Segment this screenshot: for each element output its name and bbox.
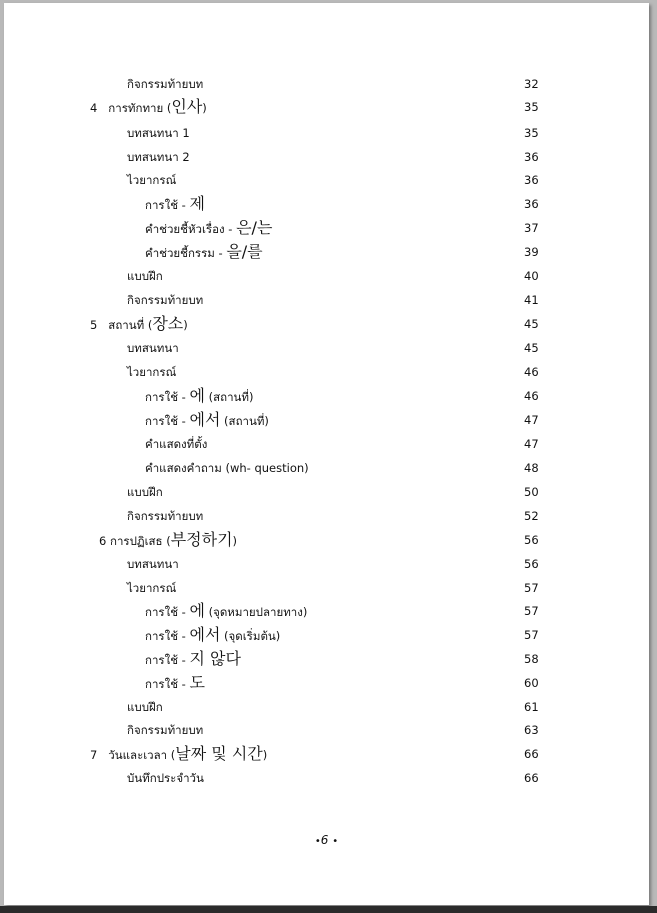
toc-entry-title: บทสนทนา [127,557,179,571]
toc-chapter-title: 4 การทักทาย (인사) [90,97,207,116]
toc-page-number: 57 [524,628,539,642]
toc-entry-title: คำช่วยชี้กรรม - 을/를 [145,242,263,261]
toc-chapter-7 [4,743,649,765]
toc-page-number: 35 [524,100,539,114]
toc-entry [4,696,649,718]
toc-page-number: 60 [524,676,539,690]
toc-page-number: 41 [524,293,539,307]
toc-subentry [4,193,649,215]
toc-entry-title: การใช้ - 에서 (สถานที่) [145,410,269,429]
toc-chapter-6 [4,529,649,551]
toc-page-number: 45 [524,317,539,331]
toc-entry-title: คำช่วยชี้หัวเรื่อง - 은/는 [145,218,273,237]
toc-chapter-title: 5 สถานที่ (장소) [90,314,188,333]
viewer-bottom-bar [0,906,657,913]
toc-page-number: 36 [524,197,539,211]
toc-page-number: 66 [524,771,539,785]
toc-chapter-5 [4,313,649,335]
toc-page-number: 47 [524,413,539,427]
toc-entry [4,361,649,383]
toc-chapter-4 [4,96,649,118]
toc-page-number: 46 [524,365,539,379]
toc-entry [4,265,649,287]
toc-entry [4,577,649,599]
toc-entry [4,553,649,575]
toc-entry-title: การใช้ - 에 (สถานที่) [145,386,254,405]
toc-subentry [4,433,649,455]
toc-entry [4,505,649,527]
toc-page-number: 47 [524,437,539,451]
toc-page-number: 32 [524,77,539,91]
toc-subentry [4,624,649,646]
toc-page-number: 61 [524,700,539,714]
toc-subentry [4,385,649,407]
toc-entry-title: แบบฝึก [127,700,163,714]
toc-entry-title: ไวยากรณ์ [127,581,177,595]
toc-page-number: 56 [524,557,539,571]
toc-page-number: 36 [524,173,539,187]
toc-page-number: 37 [524,221,539,235]
toc-entry-title: กิจกรรมท้ายบท [127,509,204,523]
toc-entry-title: การใช้ - 에서 (จุดเริ่มต้น) [145,625,281,644]
toc-page-number: 48 [524,461,539,475]
toc-page-number: 50 [524,485,539,499]
toc-entry-title: ไวยากรณ์ [127,365,177,379]
toc-entry-title: บทสนทนา [127,341,179,355]
toc-entry-title: คำแสดงที่ตั้ง [145,437,208,451]
toc-entry-title: ไวยากรณ์ [127,173,177,187]
toc-entry [4,767,649,789]
toc-page-number: 66 [524,747,539,761]
footer-page-number: 6 [320,833,329,847]
toc-entry [4,122,649,144]
toc-page-number: 36 [524,150,539,164]
toc-subentry [4,457,649,479]
toc-chapter-title: 7 วันและเวลา (날짜 및 시간) [90,744,268,763]
toc-entry-title: บทสนทนา 2 [127,150,190,164]
toc-page-number: 57 [524,604,539,618]
toc-chapter-title: 6 การปฏิเสธ (부정하기) [99,530,238,549]
toc-subentry [4,217,649,239]
toc-entry [4,719,649,741]
toc-entry-title: การใช้ - 에 (จุดหมายปลายทาง) [145,601,308,620]
toc-subentry [4,672,649,694]
footer-bullet-left: • [314,836,321,847]
toc-entry [4,73,649,95]
toc-page-number: 56 [524,533,539,547]
toc-page-number: 35 [524,126,539,140]
toc-entry-title: การใช้ - 도 [145,673,205,692]
document-page [4,3,649,905]
toc-entry [4,481,649,503]
toc-entry-title: คำแสดงคำถาม (wh- question) [145,461,309,475]
toc-entry-title: บันทึกประจำวัน [127,771,204,785]
toc-entry-title: การใช้ - 지 않다 [145,649,241,668]
toc-subentry [4,409,649,431]
toc-page-number: 45 [524,341,539,355]
footer-bullet-right: • [332,836,339,847]
toc-entry-title: กิจกรรมท้ายบท [127,723,204,737]
toc-entry [4,337,649,359]
toc-entry [4,169,649,191]
toc-page-number: 52 [524,509,539,523]
toc-page-number: 39 [524,245,539,259]
toc-entry [4,146,649,168]
toc-entry-title: บทสนทนา 1 [127,126,190,140]
toc-entry-title: กิจกรรมท้ายบท [127,77,204,91]
toc-entry-title: แบบฝึก [127,485,163,499]
page-footer [4,830,649,850]
toc-page-number: 40 [524,269,539,283]
toc-page-number: 63 [524,723,539,737]
toc-entry-title: แบบฝึก [127,269,163,283]
toc-subentry [4,600,649,622]
toc-page-number: 46 [524,389,539,403]
toc-entry-title: กิจกรรมท้ายบท [127,293,204,307]
toc-page-number: 58 [524,652,539,666]
toc-subentry [4,648,649,670]
toc-entry [4,289,649,311]
toc-subentry [4,241,649,263]
toc-entry-title: การใช้ - 제 [145,194,205,213]
toc-page-number: 57 [524,581,539,595]
